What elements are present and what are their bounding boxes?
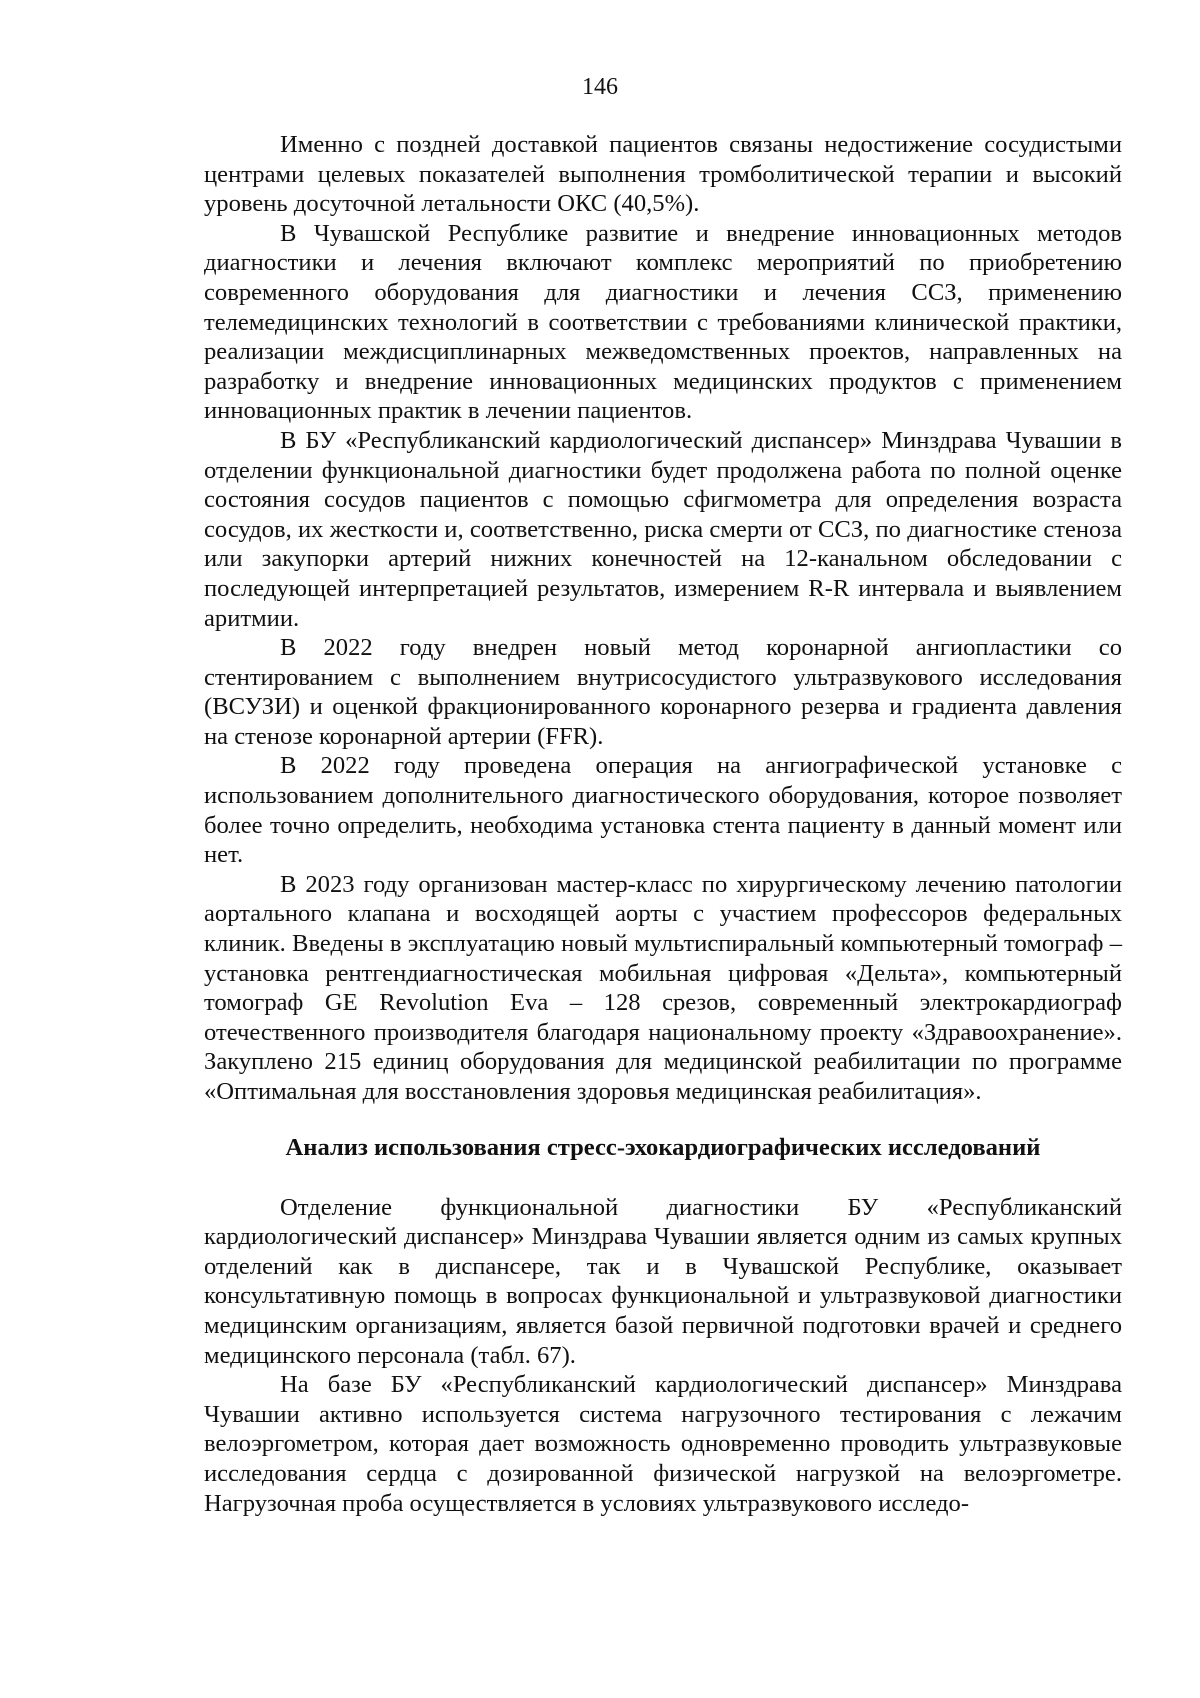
- paragraph: В 2023 году организован мастер-класс по хирургическому лечению патологии аортального клапана и восходящей аорты с участием профессоров федеральных клиник. Введены в эксплуатацию новый мультиспиральный компьютерный томограф – установка рентгендиагностическая мобильная цифровая «Дельта», компьютерный томограф GE Revolution Eva – 128 срезов, современный электрокардиограф отечественного производителя благодаря национальному проекту «Здравоохранение». Закуплено 215 единиц оборудования для медицинской реабилитации по программе «Оптимальная для восстановления здоровья медицинская реабилитация».: [204, 870, 1122, 1105]
- page-number: 146: [582, 74, 618, 100]
- document-body: [204, 130, 1122, 1518]
- paragraph: Именно с поздней доставкой пациентов связаны недостижение сосудистыми центрами целевых показателей выполнения тромболитической терапии и высокий уровень досуточной летальности ОКС (40,5%).: [204, 131, 1122, 218]
- paragraph: В Чувашской Республике развитие и внедрение инновационных методов диагностики и лечения включают комплекс мероприятий по приобретению современного оборудования для диагностики и лечения ССЗ, применению телемедицинских технологий в соответствии с требованиями клинической практики, реализации междисциплинарных межведомственных проектов, направленных на разработку и внедрение инновационных медицинских продуктов с применением инновационных практик в лечении пациентов.: [204, 219, 1122, 425]
- paragraph: В 2022 году проведена операция на ангиографической установке с использованием дополнительного диагностического оборудования, которое позволяет более точно определить, необходима установка стента пациенту в данный момент или нет.: [204, 752, 1122, 869]
- paragraph: В 2022 году внедрен новый метод коронарной ангиопластики со стентированием с выполнением внутрисосудистого ультразвукового исследования (ВСУЗИ) и оценкой фракционированного коронарного резерва и градиента давления на стенозе коронарной артерии (FFR).: [204, 634, 1122, 750]
- section-heading: Анализ использования стресс-эхокардиографических исследований: [285, 1133, 1041, 1161]
- paragraph: В БУ «Республиканский кардиологический диспансер» Минздрава Чувашии в отделении функциональной диагностики будет продолжена работа по полной оценке состояния сосудов пациентов с помощью сфигмометра для определения возраста сосудов, их жесткости и, соответственно, риска смерти от ССЗ, по диагностике стеноза или закупорки артерий нижних конечностей на 12-канальном обследовании с последующей интерпретацией результатов, измерением R-R интервала и выявлением аритмии.: [204, 426, 1122, 632]
- paragraph: Отделение функциональной диагностики БУ «Республиканский кардиологический диспансер» Минздрава Чувашии является одним из самых крупных отделений как в диспансере, так и в Чувашской Республике, оказывает консультативную помощь в вопросах функциональной и ультразвуковой диагностики медицинским организациям, является базой первичной подготовки врачей и среднего медицинского персонала (табл. 67).: [204, 1193, 1122, 1369]
- paragraph: На базе БУ «Республиканский кардиологический диспансер» Минздрава Чувашии активно используется система нагрузочного тестирования с лежачим велоэргометром, которая дает возможность одновременно проводить ультразвуковые исследования сердца с дозированной физической нагрузкой на велоэргометре. Нагрузочная проба осуществляется в условиях ультразвукового исследо-: [204, 1371, 1122, 1517]
